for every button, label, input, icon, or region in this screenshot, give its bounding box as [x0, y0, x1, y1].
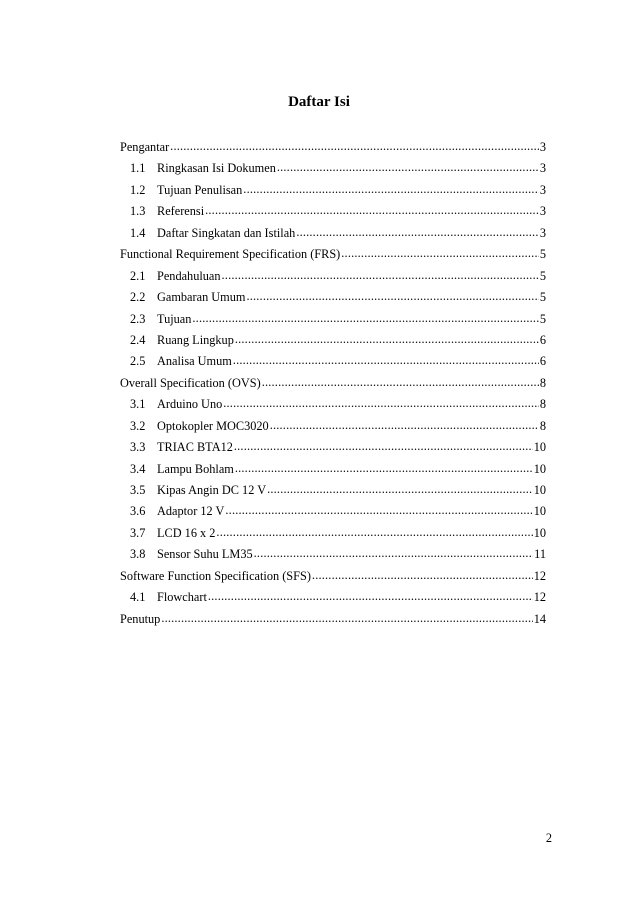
toc-entry-page: 10 [533, 525, 546, 540]
toc-entry-label: TRIAC BTA12 [157, 440, 233, 455]
toc-entry[interactable] [120, 351, 546, 372]
toc-entry-label: Lampu Bohlam [157, 461, 234, 476]
toc-entry[interactable] [120, 330, 546, 351]
toc-entry-page: 12 [533, 568, 546, 583]
page-number: 2 [545, 831, 552, 845]
toc-entry-label: Gambaran Umum [157, 290, 246, 305]
toc-entry-page: 8 [539, 418, 546, 433]
dot-leader [262, 372, 539, 393]
dot-leader [170, 136, 539, 157]
toc-entry[interactable] [120, 137, 546, 158]
toc-entry-number: 3.6 [130, 504, 146, 519]
toc-entry-label: Functional Requirement Specification (FRS) [120, 247, 341, 262]
toc-entry-label: Penutup [120, 611, 161, 626]
toc-entry-page: 3 [539, 182, 546, 197]
toc-entry-page: 3 [539, 204, 546, 219]
toc-entry-label: Pengantar [120, 140, 170, 154]
toc-entry-label: Kipas Angin DC 12 V [157, 483, 267, 497]
dot-leader [216, 522, 532, 543]
dot-leader [267, 479, 533, 500]
toc-entry[interactable] [120, 459, 546, 480]
toc-entry-page: 8 [539, 375, 546, 390]
toc-entry-number: 3.3 [130, 440, 146, 455]
toc-entry[interactable] [120, 223, 546, 244]
toc-entry[interactable] [120, 201, 546, 222]
dot-leader [243, 179, 539, 200]
dot-leader [254, 543, 534, 564]
toc-entry[interactable] [120, 266, 546, 287]
dot-leader [222, 265, 539, 286]
toc-entry-number: 1.1 [130, 161, 146, 176]
toc-entry-number: 2.3 [130, 311, 146, 326]
dot-leader [235, 458, 533, 479]
toc-entry-number: 3.7 [130, 525, 146, 540]
toc-entry-label: Pendahuluan [157, 268, 221, 283]
toc-entry-label: Adaptor 12 V [157, 504, 225, 519]
dot-leader [192, 308, 538, 329]
toc-entry-label: Tujuan Penulisan [157, 182, 243, 197]
toc-entry-label: Overall Specification (OVS) [120, 375, 261, 390]
toc-entry-number: 2.5 [130, 354, 146, 369]
dot-leader [235, 329, 539, 350]
dot-leader [296, 222, 539, 243]
dot-leader [246, 286, 538, 307]
toc-entry[interactable] [120, 394, 546, 415]
toc-entry-label: Arduino Uno [157, 397, 223, 412]
dot-leader [205, 200, 539, 221]
toc-entry-page: 3 [539, 140, 546, 154]
toc-entry-page: 10 [533, 440, 546, 455]
toc-entry[interactable] [120, 309, 546, 330]
dot-leader [270, 415, 539, 436]
toc-entry-number: 2.4 [130, 332, 146, 347]
toc-entry[interactable] [120, 501, 546, 522]
toc-entry[interactable] [120, 437, 546, 458]
toc-entry-page: 3 [539, 161, 546, 176]
toc-entry-number: 2.1 [130, 268, 146, 283]
toc-entry[interactable] [120, 587, 546, 608]
toc-entry[interactable] [120, 566, 546, 587]
toc-entry-number: 3.5 [130, 483, 146, 497]
toc-entry-number: 4.1 [130, 590, 146, 605]
toc-entry-label: LCD 16 x 2 [157, 525, 216, 540]
dot-leader [223, 393, 539, 414]
toc-entry-number: 3.2 [130, 418, 146, 433]
toc-entry-page: 10 [533, 461, 546, 476]
toc-entry-page: 14 [533, 611, 546, 626]
toc-entry[interactable] [120, 287, 546, 308]
toc-entry-page: 5 [539, 268, 546, 283]
toc-entry-page: 5 [539, 290, 546, 305]
toc-entry[interactable] [120, 416, 546, 437]
toc-entry-page: 6 [539, 354, 546, 369]
toc-entry-number: 2.2 [130, 290, 146, 305]
table-of-contents [120, 137, 546, 630]
toc-entry[interactable] [120, 609, 546, 630]
page-title: Daftar Isi [288, 94, 350, 110]
toc-entry-page: 12 [533, 590, 546, 605]
toc-entry[interactable] [120, 244, 546, 265]
toc-entry-page: 11 [534, 547, 546, 562]
toc-entry-label: Daftar Singkatan dan Istilah [157, 225, 296, 240]
toc-entry-page: 5 [539, 311, 546, 326]
toc-entry-number: 1.4 [130, 225, 146, 240]
toc-entry-number: 3.4 [130, 461, 146, 476]
dot-leader [161, 608, 532, 629]
toc-entry-page: 6 [539, 332, 546, 347]
dot-leader [341, 243, 539, 264]
toc-entry-label: Software Function Specification (SFS) [120, 568, 311, 583]
toc-entry-number: 3.1 [130, 397, 146, 412]
toc-entry-number: 3.8 [130, 547, 146, 562]
toc-entry-label: Flowchart [157, 590, 207, 605]
toc-entry-label: Optokopler MOC3020 [157, 418, 269, 433]
toc-entry-label: Sensor Suhu LM35 [157, 547, 253, 562]
toc-entry[interactable] [120, 180, 546, 201]
dot-leader [208, 586, 533, 607]
toc-entry[interactable] [120, 158, 546, 179]
toc-entry-page: 3 [539, 225, 546, 240]
toc-entry-label: Analisa Umum [157, 354, 232, 369]
toc-entry-page: 10 [533, 483, 546, 497]
toc-entry[interactable] [120, 523, 546, 544]
dot-leader [312, 565, 533, 586]
toc-entry-page: 10 [533, 504, 546, 519]
toc-entry-number: 1.3 [130, 204, 146, 219]
toc-entry-label: Referensi [157, 204, 205, 219]
dot-leader [225, 500, 532, 521]
dot-leader [234, 436, 533, 457]
toc-entry[interactable] [120, 373, 546, 394]
toc-entry[interactable] [120, 480, 546, 501]
dot-leader [277, 157, 539, 178]
toc-entry-label: Ruang Lingkup [157, 332, 234, 347]
toc-entry-number: 1.2 [130, 182, 146, 197]
toc-entry-page: 5 [539, 247, 546, 262]
toc-entry-label: Ringkasan Isi Dokumen [157, 161, 276, 176]
toc-entry-label: Tujuan [157, 311, 192, 326]
dot-leader [233, 350, 539, 371]
toc-entry-page: 8 [539, 397, 546, 412]
toc-entry[interactable] [120, 544, 546, 565]
